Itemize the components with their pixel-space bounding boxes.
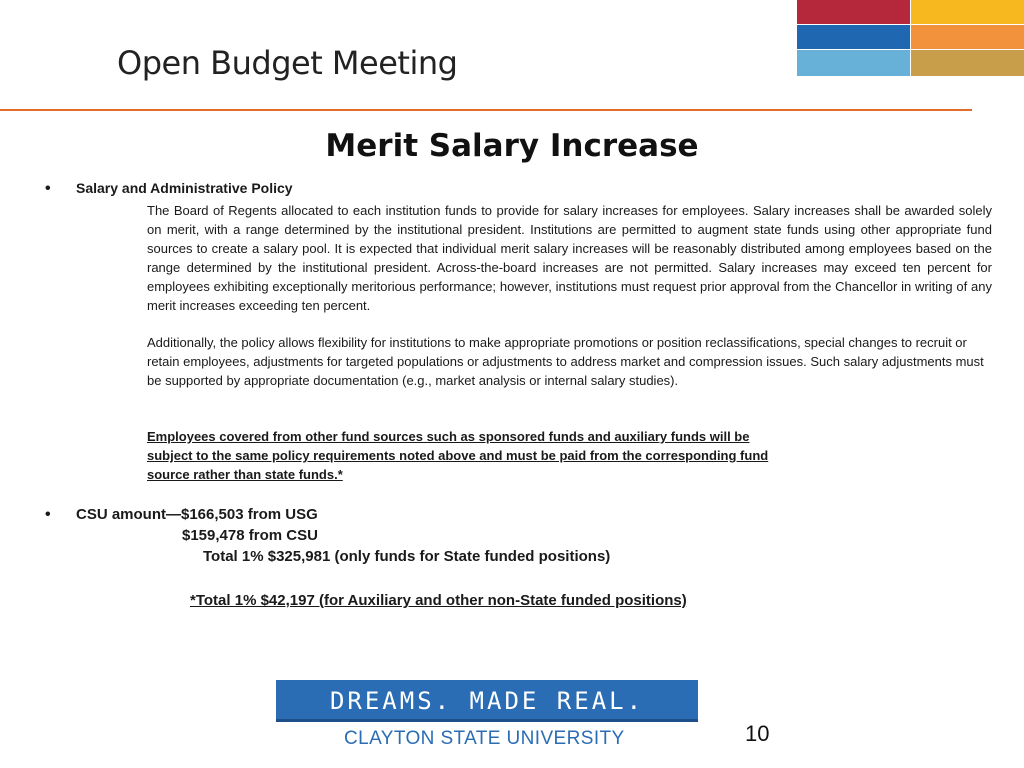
slide-heading: Merit Salary Increase: [325, 128, 699, 164]
csu-amount-csu: $159,478 from CSU: [182, 527, 318, 544]
policy-label: Salary and Administrative Policy: [76, 180, 293, 196]
decorative-color-blocks: [797, 0, 1024, 76]
color-block-red: [797, 0, 910, 24]
color-block-light-blue: [797, 50, 910, 76]
color-block-orange: [911, 25, 1024, 49]
color-block-tan: [911, 50, 1024, 76]
policy-paragraph-3: Employees covered from other fund sources such as sponsored funds and auxiliary funds will be subject to the same policy requirements noted above and must be paid from the corresponding fund source rather than state funds.*: [147, 429, 769, 482]
color-block-yellow: [911, 0, 1024, 24]
policy-paragraph-2: Additionally, the policy allows flexibility for institutions to make appropriate promotions or position reclassifications, special changes to recruit or retain employees, adjustments for targeted populations or adjustments to address market and compression issues. Such salary adjustments must be supported by appropriate documentation (e.g., market analysis or internal salary studies).: [147, 335, 984, 388]
csu-total-state: Total 1% $325,981 (only funds for State funded positions): [203, 548, 611, 565]
title-divider: [0, 109, 972, 111]
logo-tagline: DREAMS. MADE REAL.: [276, 680, 698, 722]
university-logo: [276, 680, 698, 753]
csu-total-auxiliary: *Total 1% $42,197 (for Auxiliary and other non-State funded positions): [190, 592, 687, 609]
logo-university-name: CLAYTON STATE UNIVERSITY: [344, 728, 625, 749]
policy-paragraph-1: The Board of Regents allocated to each institution funds to provide for salary increases for employees. Salary increases shall be awarded solely on merit, with a range determined by the institutional president. Institutions are permitted to augment state funds using other appropriate fund sources to create a salary pool. It is expected that individual merit salary increases will be reasonably distributed among employees based on the range determined by the institutional president. Across-the-board increases are not permitted. Salary increases may exceed ten percent for employees exhibiting exceptionally meritorious performance; however, institutions must request prior approval from the Chancellor in writing of any merit increases exceeding ten percent.: [147, 203, 992, 313]
bullet-icon: •: [45, 506, 51, 523]
color-block-blue: [797, 25, 910, 49]
csu-amount-usg: CSU amount—$166,503 from USG: [76, 506, 318, 523]
slide-title: Open Budget Meeting: [117, 44, 458, 82]
bullet-icon: •: [45, 180, 51, 197]
page-number: 10: [745, 721, 770, 746]
